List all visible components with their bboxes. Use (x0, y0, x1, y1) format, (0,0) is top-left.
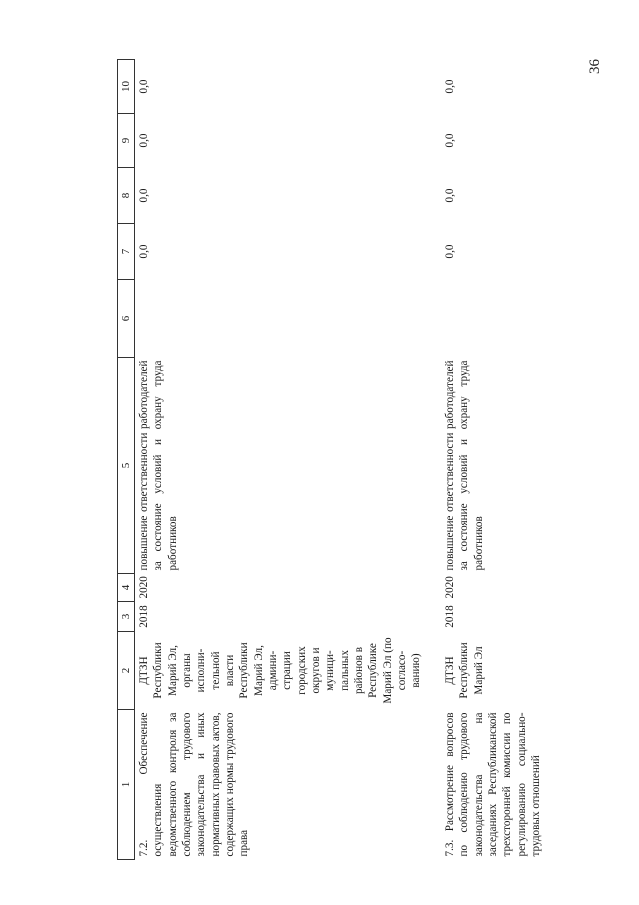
col6-cell (135, 280, 440, 358)
header-col-9: 9 (118, 114, 135, 168)
start-year-cell: 2018 (444, 605, 456, 628)
header-col-2: 2 (118, 632, 135, 710)
executor-cell: ДТЗН Республики Марий Эл, органы исполни-тельной власти Республики Марий Эл, админи-страции городских округов и муници-пальных районов в Республике Марий Эл (по согласо-ванию) (138, 637, 423, 704)
table-row (439, 60, 545, 860)
header-col-10: 10 (118, 60, 135, 114)
table-row (135, 60, 440, 860)
executor-cell: ДТЗН Республики Марий Эл (444, 642, 485, 699)
start-year-cell: 2018 (138, 605, 150, 628)
result-cell: повышение ответственности работодателей за состояние условий и охрану труда работников (138, 360, 179, 571)
measure-cell: 7.2. Обеспечение осуществления ведомственного контроля за соблюдением трудового законодательства и иных нормативных правовых актов, содержащих нормы трудового права (138, 712, 251, 857)
header-col-4: 4 (118, 574, 135, 602)
measure-cell: 7.3. Рассмотрение вопросов по соблюдению трудового законодательства на заседаниях Республиканской трехсторонней комиссии по регулированию социально-трудовых отношений (444, 712, 542, 857)
header-col-7: 7 (118, 224, 135, 280)
header-col-5: 5 (118, 358, 135, 574)
value-cell-10: 0,0 (444, 79, 456, 94)
end-year-cell: 2020 (138, 576, 150, 599)
header-col-8: 8 (118, 168, 135, 224)
header-col-1: 1 (118, 710, 135, 860)
result-cell: повышение ответственности работодателей за состояние условий и охрану труда работников (444, 360, 485, 571)
plan-table (117, 59, 545, 860)
page-number: 36 (587, 59, 603, 74)
value-cell-8: 0,0 (138, 188, 150, 203)
col6-cell (439, 280, 545, 358)
value-cell-9: 0,0 (444, 133, 456, 148)
rotated-document-page (117, 60, 637, 860)
value-cell-10: 0,0 (138, 79, 150, 94)
header-col-6: 6 (118, 280, 135, 358)
value-cell-8: 0,0 (444, 188, 456, 203)
value-cell-9: 0,0 (138, 133, 150, 148)
header-col-3: 3 (118, 602, 135, 632)
table-header-row (118, 60, 135, 860)
value-cell-7: 0,0 (138, 244, 150, 259)
value-cell-7: 0,0 (444, 244, 456, 259)
end-year-cell: 2020 (444, 576, 456, 599)
